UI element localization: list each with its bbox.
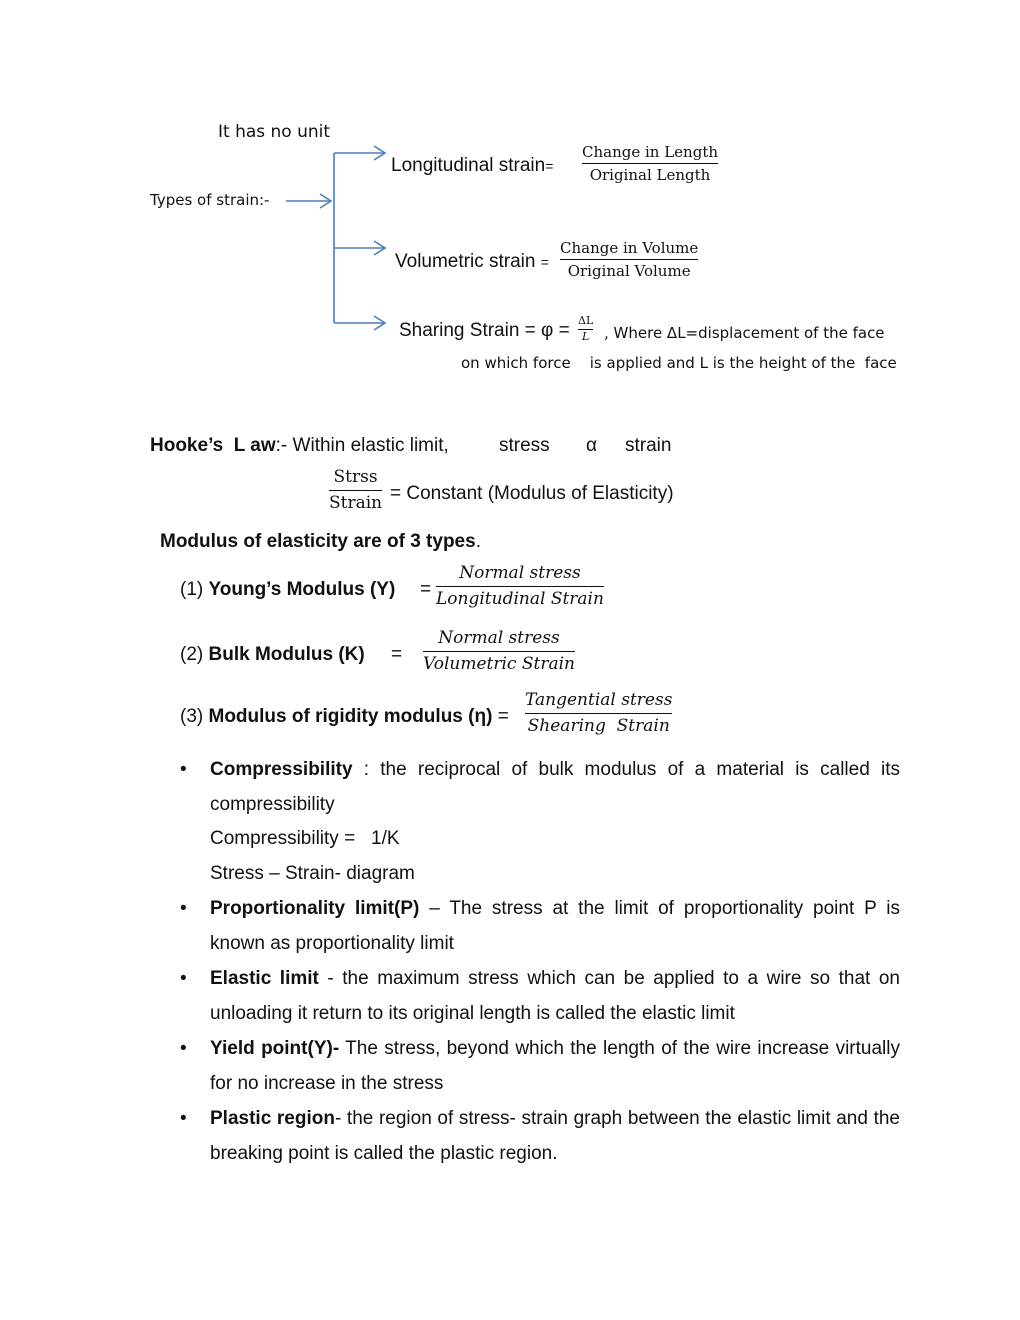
sharing-strain-fraction [578, 315, 593, 343]
definition-compressibility: : the reciprocal of bulk modulus of a material is called its compressibility [210, 759, 900, 815]
list-item-elastic-limit [180, 962, 900, 1031]
fraction-bar [436, 586, 604, 587]
no-unit-note: It has no unit [218, 122, 331, 142]
fraction-bar [329, 490, 382, 491]
bullet-dot: • [180, 898, 187, 919]
hookes-stress-word: stress [499, 435, 550, 456]
rigidity-modulus-fraction [525, 691, 672, 736]
definitions-list [180, 753, 901, 1172]
definition-plastic-region: - the region of stress- strain graph between the elastic limit and the breaking point is called the plastic region. [210, 1108, 900, 1164]
fraction-numerator: Change in Length [582, 143, 719, 161]
fraction-denominator: Strain [329, 492, 383, 513]
fraction-denominator: Original Length [589, 166, 711, 185]
fraction-bar [560, 259, 698, 260]
bulk-index: (2) [180, 644, 209, 665]
term-elastic-limit: Elastic limit [210, 968, 319, 989]
bullet-dot: • [180, 1038, 187, 1059]
fraction-numerator: Tangential stress [525, 690, 673, 710]
term-compressibility: Compressibility [210, 759, 353, 780]
modulus-heading [160, 531, 481, 553]
bullet-dot: • [180, 759, 187, 780]
term-yield-point: Yield point(Y)- [210, 1038, 340, 1059]
volumetric-strain-text: Volumetric strain [395, 251, 536, 272]
rigidity-modulus-label [180, 706, 509, 728]
volumetric-strain-label [395, 251, 549, 273]
fraction-numerator: Normal stress [438, 628, 560, 648]
proportional-symbol: α [586, 435, 597, 456]
list-item-yield-point [180, 1032, 900, 1101]
fraction-numerator: Change in Volume [560, 239, 699, 257]
compressibility-formula: Compressibility = 1/K [210, 828, 400, 849]
rigidity-eq-sign: = [497, 706, 509, 727]
volumetric-strain-fraction [560, 240, 698, 281]
fraction-denominator: Original Volume [567, 262, 691, 281]
term-plastic-region: Plastic region [210, 1108, 335, 1129]
bulk-modulus-label [180, 644, 365, 666]
longitudinal-eq-sign: = [545, 158, 554, 174]
sharing-strain-label: Sharing Strain = φ = [399, 320, 570, 341]
fraction-denominator: Longitudinal Strain [436, 588, 604, 609]
fraction-bar [423, 651, 575, 652]
rigidity-index: (3) [180, 706, 209, 727]
bullet-dot: • [180, 968, 187, 989]
fraction-denominator: L [581, 329, 590, 343]
youngs-modulus-label [180, 579, 395, 601]
hookes-law-title: Hooke’s L aw [150, 435, 276, 456]
bulk-modulus-fraction [423, 629, 575, 674]
fraction-denominator: Volumetric Strain [423, 653, 575, 674]
list-item-plastic-region [180, 1102, 900, 1171]
hookes-law-statement [150, 435, 449, 457]
fraction-numerator: ΔL [578, 314, 594, 327]
longitudinal-strain-fraction [582, 144, 718, 185]
bulk-name: Bulk Modulus (K) [208, 644, 365, 665]
youngs-name: Young’s Modulus (Y) [208, 579, 396, 600]
definition-proportionality-limit: – The stress at the limit of proportionality point P is known as proportionality limit [210, 898, 901, 954]
longitudinal-strain-text: Longitudinal strain [391, 155, 546, 176]
definition-yield-point: The stress, beyond which the length of the wire increase virtually for no increase in the stress [210, 1038, 900, 1094]
fraction-denominator: Shearing Strain [527, 715, 670, 736]
modulus-of-elasticity-constant: = Constant (Modulus of Elasticity) [390, 483, 674, 504]
volumetric-eq-sign: = [540, 254, 549, 270]
youngs-eq-sign: = [420, 579, 432, 600]
list-item-compressibility [180, 753, 900, 891]
bullet-dot: • [180, 1108, 187, 1129]
fraction-bar [525, 713, 672, 714]
bulk-eq-sign: = [391, 644, 403, 665]
hookes-strain-word: strain [625, 435, 672, 456]
sharing-strain-where-line1: , Where ΔL=displacement of the face [604, 324, 885, 342]
youngs-index: (1) [180, 579, 209, 600]
youngs-modulus-fraction [436, 564, 604, 609]
longitudinal-strain-label [391, 155, 553, 177]
hookes-law-text: :- Within elastic limit, [275, 435, 449, 456]
definition-elastic-limit: - the maximum stress which can be applied to a wire so that on unloading it return to its original length is called the elastic limit [210, 968, 900, 1024]
term-proportionality-limit: Proportionality limit(P) [210, 898, 420, 919]
stress-strain-diagram-note: Stress – Strain- diagram [210, 862, 415, 884]
fraction-numerator: Strss [333, 467, 378, 487]
fraction-numerator: Normal stress [459, 563, 581, 583]
rigidity-name: Modulus of rigidity modulus (η) [208, 706, 493, 727]
types-of-strain-label: Types of strain:- [150, 191, 270, 209]
sharing-strain-where-line2: on which force is applied and L is the height of the face [461, 354, 897, 372]
stress-strain-ratio [329, 468, 382, 513]
modulus-heading-text: Modulus of elasticity are of 3 types [160, 531, 476, 552]
fraction-bar [582, 163, 718, 164]
list-item-proportionality-limit [180, 892, 901, 961]
modulus-heading-tail: . [475, 531, 481, 552]
